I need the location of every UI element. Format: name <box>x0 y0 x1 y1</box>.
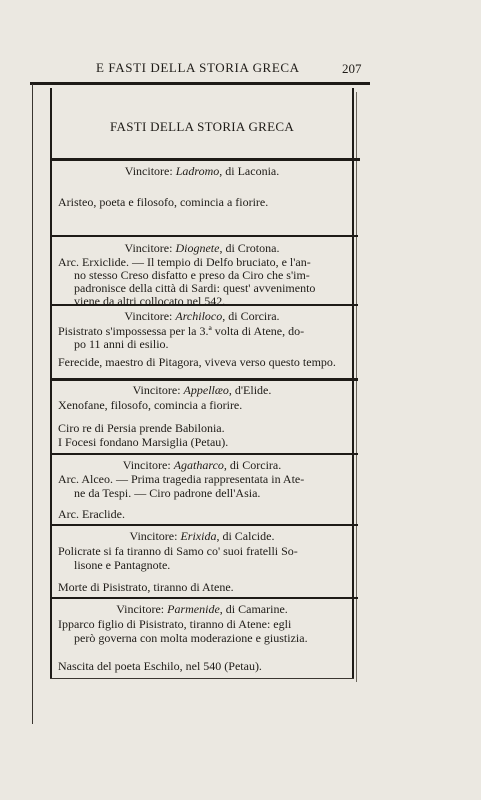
section-divider <box>50 378 358 381</box>
entry-text: no stesso Creso disfatto e preso da Ciro che s'im- <box>74 268 310 282</box>
page-number: 207 <box>342 61 362 76</box>
running-header: E FASTI DELLA STORIA GRECA <box>96 60 300 75</box>
entry-text: Xenofane, filosofo, comincia a fiorire. <box>58 398 243 412</box>
entry-text: Arc. Alceo. — Prima tragedia rappresentata in Ate- <box>58 472 305 486</box>
victor-name: Diognete <box>175 241 220 255</box>
entry-text: ne da Tespi. — Ciro padrone dell'Asia. <box>74 486 261 500</box>
entry-text: Nascita del poeta Eschilo, nel 540 (Petau). <box>58 659 262 673</box>
entry-text: Ferecide, maestro di Pitagora, viveva verso questo tempo. <box>58 355 336 369</box>
entry-text: Pisistrato s'impossessa per la 3.ª volta di Atene, do- <box>58 324 305 338</box>
victor-line: Vincitore: Appellæo, d'Elide. <box>132 383 272 397</box>
entry-text: Policrate si fa tiranno di Samo co' suoi fratelli So- <box>58 544 298 558</box>
victor-line: Vincitore: Ladromo, di Laconia. <box>124 164 280 178</box>
entry-text: Arc. Erxiclide. — Il tempio di Delfo bruciato, e l'an- <box>58 255 311 269</box>
entry-text: viene da altri collocato nel 542. <box>74 294 226 308</box>
victor-name: Appellæo <box>183 383 229 397</box>
entry-text: padronisce della città di Sardi: quest' avvenimento <box>74 281 316 295</box>
table-title: FASTI DELLA STORIA GRECA <box>109 119 295 134</box>
header-rule <box>30 82 370 85</box>
outer-frame-line <box>32 84 33 724</box>
table-right-shadow-border <box>356 92 357 682</box>
victor-name: Agatharco <box>173 458 224 472</box>
victor-line: Vincitore: Parmenide, di Camarine. <box>116 602 288 616</box>
victor-line: Vincitore: Erixida, di Calcide. <box>129 529 275 543</box>
section-divider <box>50 235 358 237</box>
entry-text: Arc. Eraclide. <box>58 507 125 521</box>
section-divider <box>50 524 358 526</box>
entry-text: però governa con molta moderazione e giustizia. <box>74 631 308 645</box>
victor-line: Vincitore: Agatharco, di Corcira. <box>122 458 282 472</box>
victor-name: Parmenide <box>167 602 220 616</box>
victor-line: Vincitore: Archiloco, di Corcira. <box>124 309 280 323</box>
entry-text: I Focesi fondano Marsiglia (Petau). <box>58 435 229 449</box>
table-bottom-rule <box>50 678 354 679</box>
entry-text: lisone e Pantagnote. <box>74 558 171 572</box>
section-divider <box>50 158 360 161</box>
entry-text: Aristeo, poeta e filosofo, comincia a fiorire. <box>58 195 269 209</box>
victor-name: Erixida <box>180 529 217 543</box>
section-divider <box>50 597 358 599</box>
entry-text: po 11 anni di esilio. <box>74 337 169 351</box>
section-divider <box>50 453 358 455</box>
victor-name: Ladromo <box>175 164 220 178</box>
victor-line: Vincitore: Diognete, di Crotona. <box>124 241 280 255</box>
entry-text: Morte di Pisistrato, tiranno di Atene. <box>58 580 234 594</box>
victor-name: Archiloco <box>175 309 223 323</box>
entry-text: Ciro re di Persia prende Babilonia. <box>58 421 225 435</box>
entry-text: Ipparco figlio di Pisistrato, tiranno di Atene: egli <box>58 617 292 631</box>
